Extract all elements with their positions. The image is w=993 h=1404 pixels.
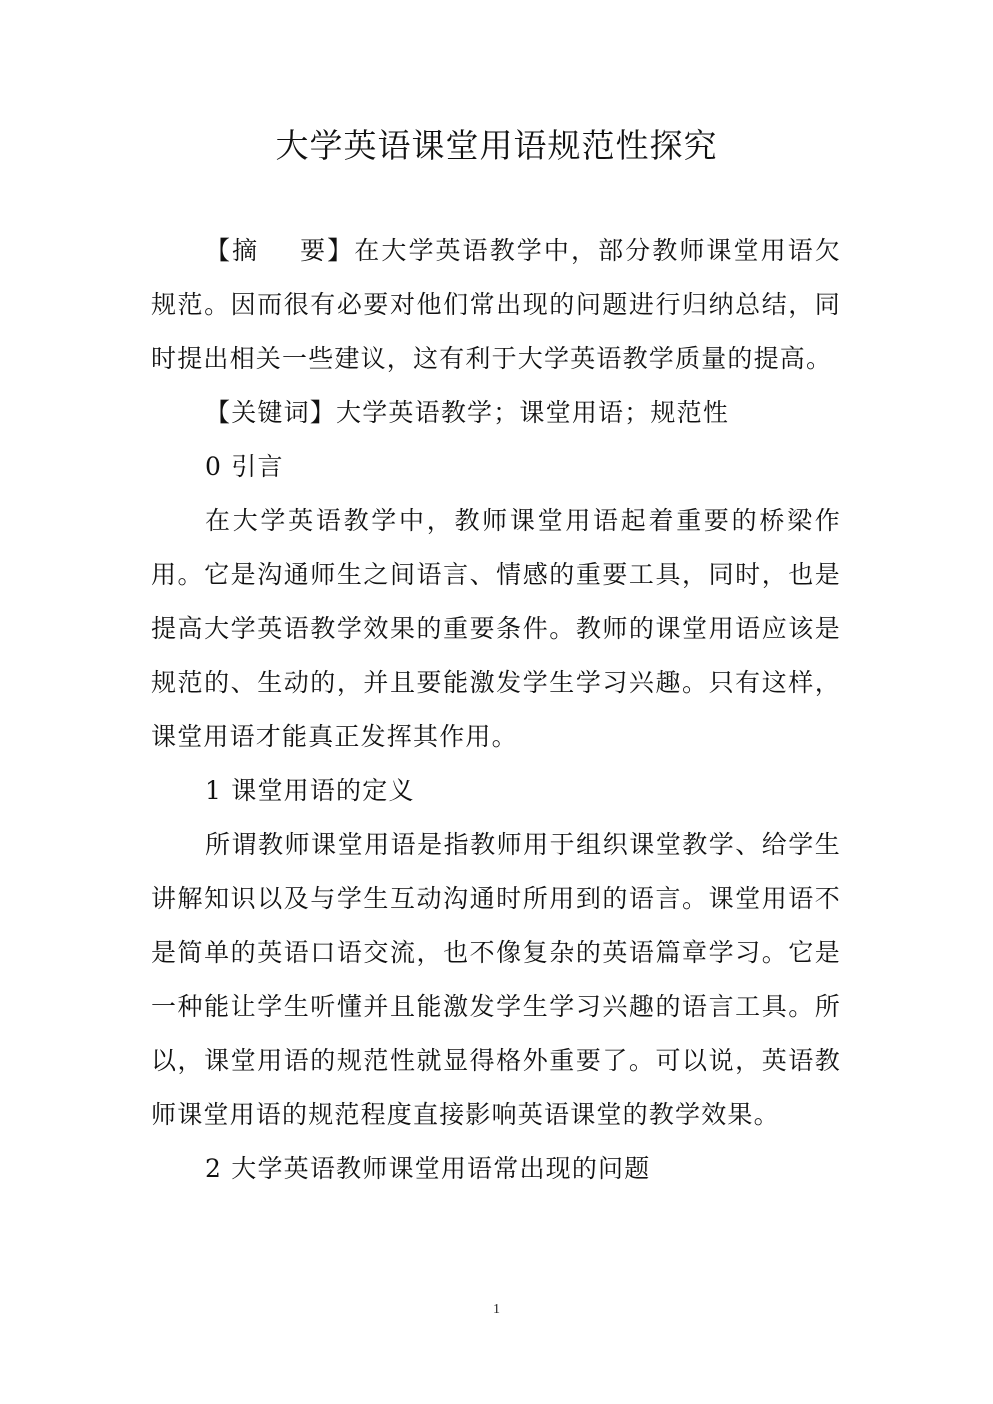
- section-heading-definition: 1 课堂用语的定义: [205, 776, 415, 805]
- keywords-text: 大学英语教学；课堂用语；规范性: [336, 398, 730, 427]
- page-number: 1: [493, 1302, 500, 1317]
- keywords-paragraph: [151, 386, 841, 440]
- introduction-paragraph: 在大学英语教学中，教师课堂用语起着重要的桥梁作用。它是沟通师生之间语言、情感的重要工具，同时，也是提高大学英语教学效果的重要条件。教师的课堂用语应该是规范的、生动的，并且要能激发学生学习兴趣。只有这样，课堂用语才能真正发挥其作用。: [151, 506, 841, 751]
- abstract-paragraph: [151, 224, 841, 386]
- abstract-label-close: 要】: [299, 236, 355, 265]
- document-body: [151, 224, 841, 1196]
- section-heading-introduction: 0 引言: [205, 452, 284, 481]
- keywords-label: 【关键词】: [205, 398, 337, 427]
- document-title: 大学英语课堂用语规范性探究: [275, 126, 718, 165]
- definition-paragraph: 所谓教师课堂用语是指教师用于组织课堂教学、给学生讲解知识以及与学生互动沟通时所用到的语言。课堂用语不是简单的英语口语交流，也不像复杂的英语篇章学习。它是一种能让学生听懂并且能激发学生学习兴趣的语言工具。所以，课堂用语的规范性就显得格外重要了。可以说，英语教师课堂用语的规范程度直接影响英语课堂的教学效果。: [151, 830, 841, 1129]
- abstract-label: [205, 236, 354, 265]
- section-heading-problems: 2 大学英语教师课堂用语常出现的问题: [205, 1154, 651, 1183]
- abstract-label-open: 【摘: [205, 236, 260, 265]
- abstract-text: 在大学英语教学中，部分教师课堂用语欠规范。因而很有必要对他们常出现的问题进行归纳总结，同时提出相关一些建议，这有利于大学英语教学质量的提高。: [151, 236, 841, 373]
